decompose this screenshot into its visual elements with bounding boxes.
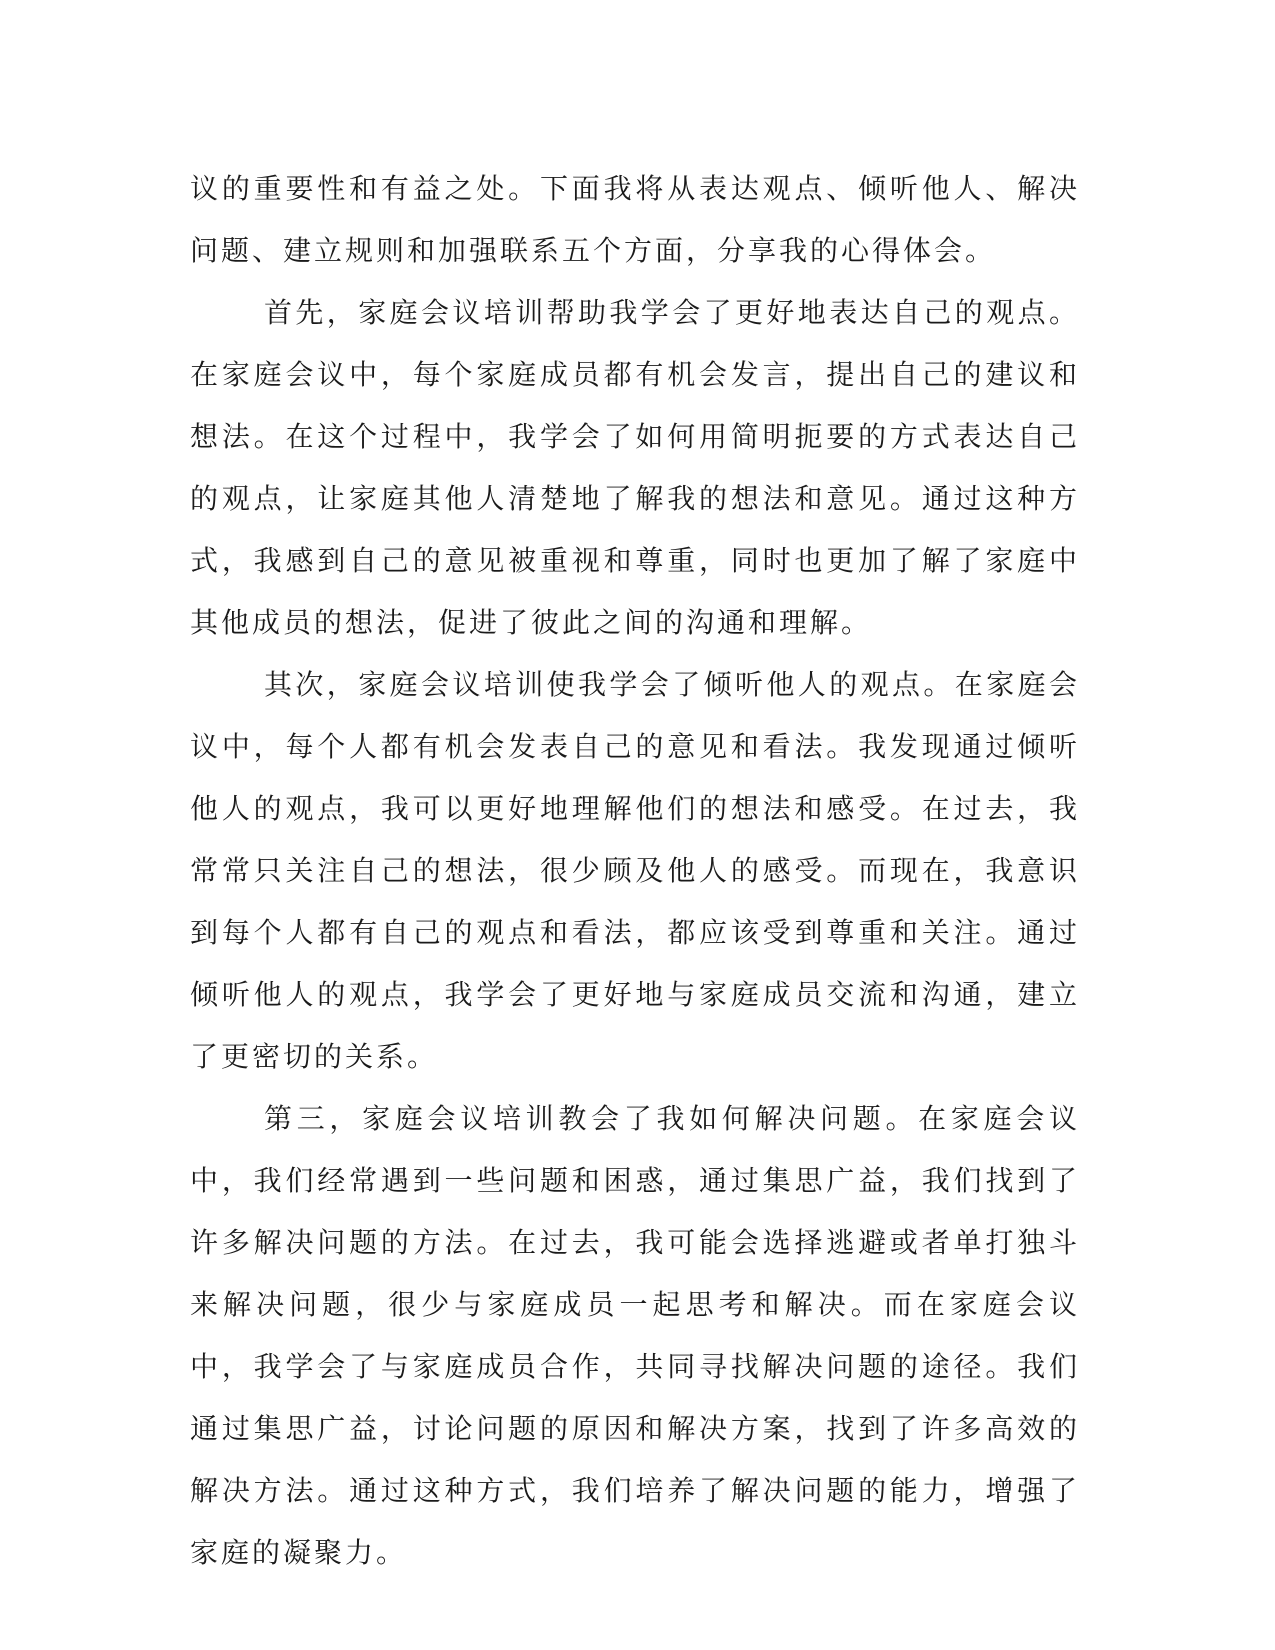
paragraph-first-point: 首先，家庭会议培训帮助我学会了更好地表达自己的观点。在家庭会议中，每个家庭成员都有机会发言，提出自己的建议和想法。在这个过程中，我学会了如何用简明扼要的方式表达自己的观点，让家庭其他人清楚地了解我的想法和意见。通过这种方式，我感到自己的意见被重视和尊重，同时也更加了解了家庭中其他成员的想法，促进了彼此之间的沟通和理解。 xyxy=(190,296,1080,639)
paragraph-continuation: 议的重要性和有益之处。下面我将从表达观点、倾听他人、解决问题、建立规则和加强联系五个方面，分享我的心得体会。 xyxy=(190,172,1080,267)
paragraph-second-point: 其次，家庭会议培训使我学会了倾听他人的观点。在家庭会议中，每个人都有机会发表自己的意见和看法。我发现通过倾听他人的观点，我可以更好地理解他们的想法和感受。在过去，我常常只关注自己的想法，很少顾及他人的感受。而现在，我意识到每个人都有自己的观点和看法，都应该受到尊重和关注。通过倾听他人的观点，我学会了更好地与家庭成员交流和沟通，建立了更密切的关系。 xyxy=(190,668,1080,1073)
paragraph-third-point: 第三，家庭会议培训教会了我如何解决问题。在家庭会议中，我们经常遇到一些问题和困惑，通过集思广益，我们找到了许多解决问题的方法。在过去，我可能会选择逃避或者单打独斗来解决问题，很少与家庭成员一起思考和解决。而在家庭会议中，我学会了与家庭成员合作，共同寻找解决问题的途径。我们通过集思广益，讨论问题的原因和解决方案，找到了许多高效的解决方法。通过这种方式，我们培养了解决问题的能力，增强了家庭的凝聚力。 xyxy=(190,1102,1080,1569)
document-body xyxy=(190,158,1080,1584)
